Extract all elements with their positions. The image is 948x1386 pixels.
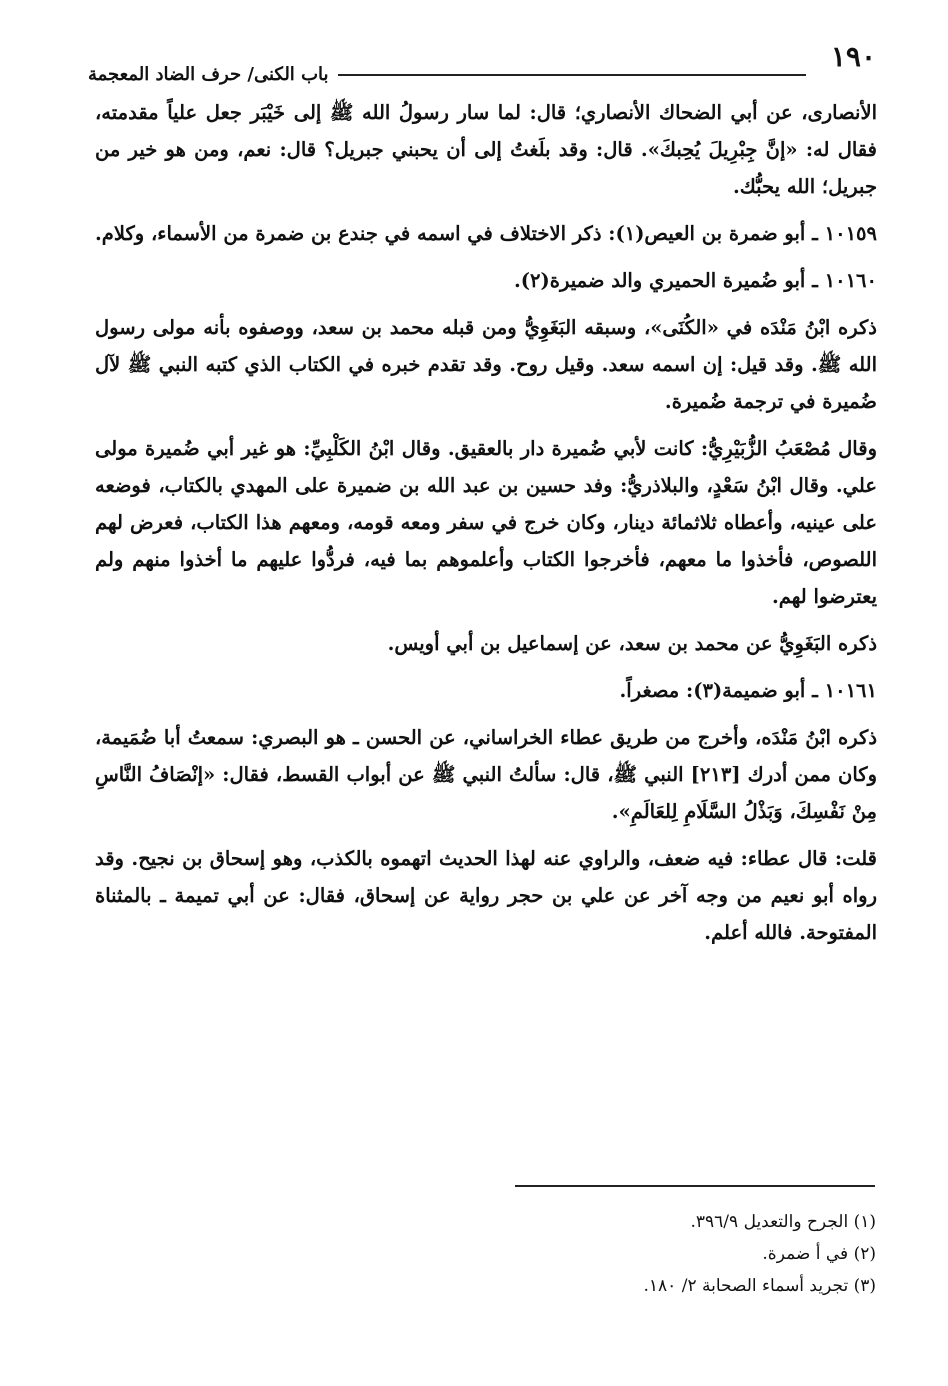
paragraph: الأنصارى، عن أبي الضحاك الأنصاري؛ قال: لما سار رسولُ الله ﷺ إلى خَيْبَر جعل علياً مقدمته، فقال له: «إنَّ جِبْرِيلَ يُحِبكَ». قال: وقد بلَغتُ إلى أن يحبني جبريل؟ قال: نعم، ومن هو خير من جبريل؛ الله يحبُّك. <box>95 101 877 198</box>
page-header <box>88 40 876 86</box>
footnotes <box>376 1206 876 1302</box>
footnote-divider <box>515 1185 875 1187</box>
entry-paragraph: ١٠١٥٩ ـ أبو ضمرة بن العيص(١): ذكر الاختلاف في اسمه في جندع بن ضمرة من الأسماء، وكلام. <box>95 222 877 245</box>
entry-paragraph: ١٠١٦١ ـ أبو ضميمة(٣): مصغراً. <box>619 679 877 702</box>
paragraph: قلت: قال عطاء: فيه ضعف، والراوي عنه لهذا الحديث اتهموه بالكذب، وهو إسحاق بن نجيح. وقد رواه أبو نعيم من وجه آخر عن علي بن حجر رواية عن إسحاق، فقال: عن أبي تميمة ـ بالمثناة المفتوحة. فالله أعلم. <box>95 847 877 944</box>
footnote: (٣) تجريد أسماء الصحابة ٢/ ١٨٠. <box>643 1276 876 1296</box>
entry-paragraph: ١٠١٦٠ ـ أبو ضُميرة الحميري والد ضميرة(٢). <box>514 269 877 292</box>
paragraph: ذكره ابْنُ مَنْدَه في «الكُنَى»، وسبقه البَغَوِيُّ ومن قبله محمد بن سعد، ووصفوه بأنه مولى رسول الله ﷺ. وقد قيل: إن اسمه سعد. وقيل روح. وقد تقدم خبره في الكتاب الذي كتبه النبي ﷺ لآل ضُميرة في ترجمة ضُميرة. <box>95 316 877 413</box>
main-text <box>95 94 877 961</box>
running-title: باب الكنى/ حرف الضاد المعجمة <box>88 64 329 85</box>
header-divider <box>338 74 806 76</box>
paragraph: ذكره البَغَوِيُّ عن محمد بن سعد، عن إسماعيل بن أبي أويس. <box>387 632 877 655</box>
page-number: ١٩٠ <box>830 40 876 73</box>
footnote: (١) الجرح والتعديل ٣٩٦/٩. <box>690 1212 876 1232</box>
paragraph: ذكره ابْنُ مَنْدَه، وأخرج من طريق عطاء الخراساني، عن الحسن ـ هو البصري: سمعتُ أبا ضُمَيمة، وكان ممن أدرك [٢١٣] النبي ﷺ، قال: سألتُ النبي ﷺ عن أبواب القسط، فقال: «إنْصَافُ النَّاسِ مِنْ نَفْسِكَ، وَبَذْلُ السَّلَامِ لِلعَالَمِ». <box>95 726 877 823</box>
footnote: (٢) في أ ضمرة. <box>762 1244 876 1264</box>
paragraph: وقال مُصْعَبُ الزُّبَيْرِيُّ: كانت لأبي ضُميرة دار بالعقيق. وقال ابْنُ الكَلْبِيِّ: هو غير أبي ضُميرة مولى علي. وقال ابْنُ سَعْدٍ، والبلاذريُّ: وفد حسين بن عبد الله بن ضميرة على المهدي بالكتاب، فوضعه على عينيه، وأعطاه ثلاثمائة دينار، وكان خرج في سفر ومعه قومه، ومعهم هذا الكتاب، فعرض لهم اللصوص، فأخذوا ما معهم، فأخرجوا الكتاب وأعلموهم بما فيه، فردُّوا عليهم ما أخذوا منهم ولم يعترضوا لهم. <box>95 437 877 608</box>
